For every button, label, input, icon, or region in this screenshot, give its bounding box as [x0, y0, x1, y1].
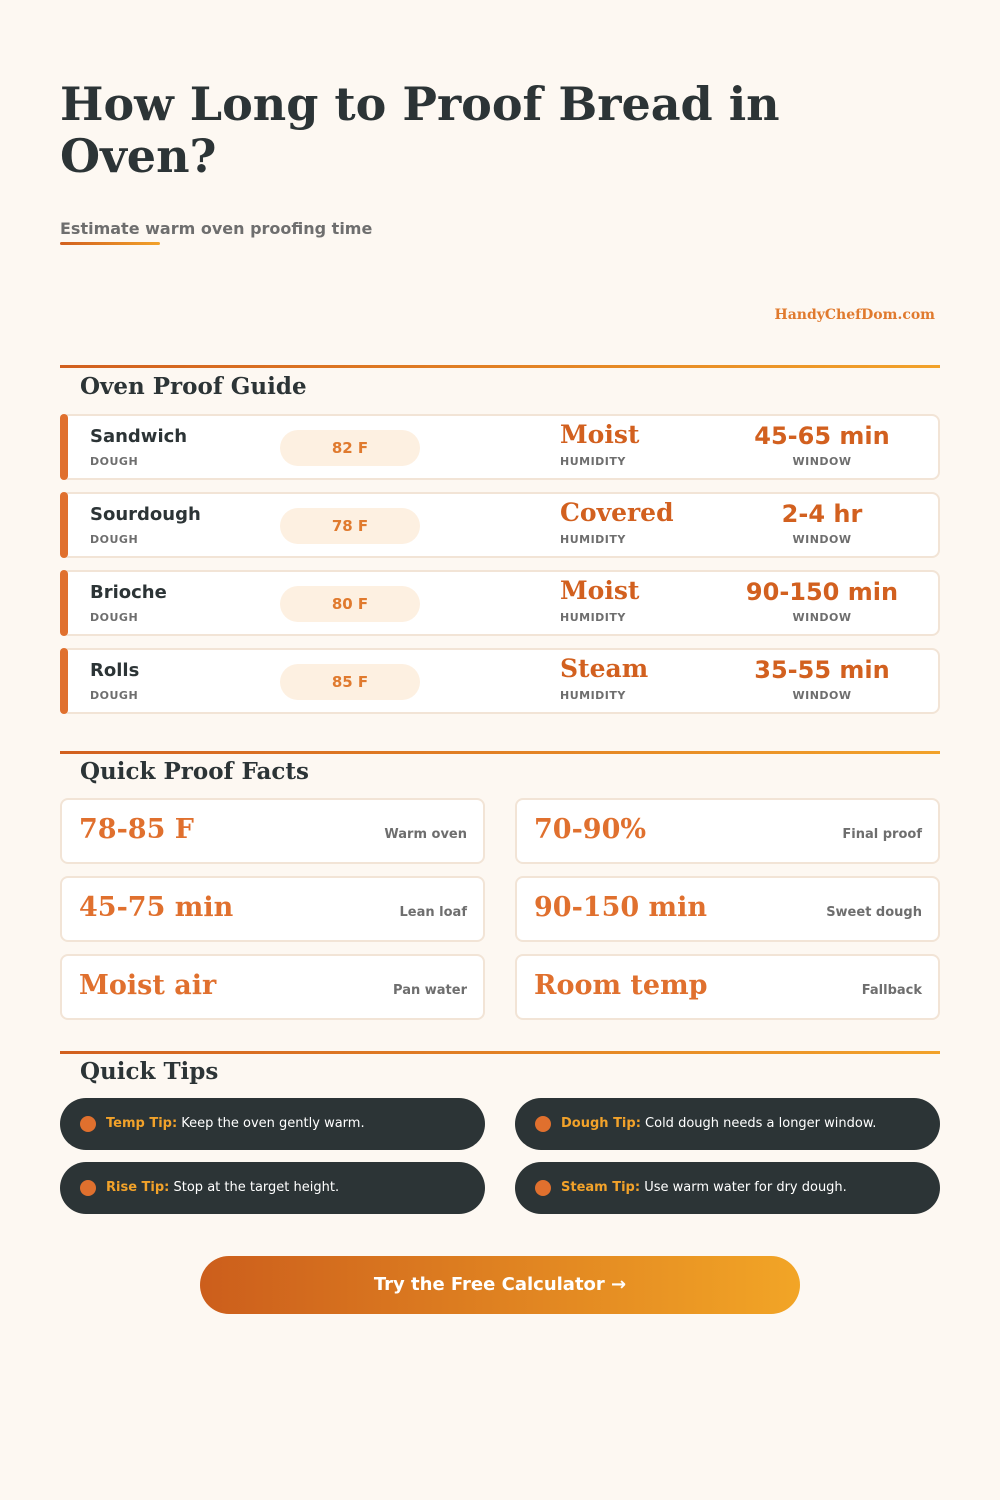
tip-pill: [515, 1162, 940, 1214]
humidity-label: HUMIDITY: [560, 611, 626, 624]
fact-value: Room temp: [534, 970, 708, 1001]
tip-text: [106, 1098, 365, 1150]
humidity-value: Covered: [560, 498, 674, 527]
page-title: How Long to Proof Bread in Oven?: [60, 77, 780, 183]
dough-name: Sourdough: [90, 504, 201, 525]
fact-card: [60, 876, 485, 942]
row-accent-bar: [60, 492, 68, 558]
guide-row-rolls: [60, 648, 940, 714]
dough-label: DOUGH: [90, 455, 139, 468]
fact-note: Fallback: [861, 983, 922, 998]
fact-value: Moist air: [79, 970, 217, 1001]
tip-label: Steam Tip:: [561, 1180, 641, 1195]
humidity-value: Moist: [560, 576, 640, 605]
fact-value: 78-85 F: [79, 814, 194, 845]
window-value: 90-150 min: [745, 578, 899, 606]
humidity-label: HUMIDITY: [560, 455, 626, 468]
window-label: WINDOW: [792, 611, 852, 624]
window-value: 35-55 min: [754, 656, 890, 684]
tip-label: Dough Tip:: [561, 1116, 641, 1131]
dough-name: Rolls: [90, 660, 140, 681]
tip-pill: [60, 1098, 485, 1150]
fact-card: [60, 954, 485, 1020]
tip-bullet-icon: [80, 1180, 96, 1196]
tip-body: Cold dough needs a longer window.: [640, 1116, 877, 1131]
fact-card: [515, 954, 940, 1020]
tip-pill: [60, 1162, 485, 1214]
temp-pill: 78 F: [280, 508, 420, 544]
fact-card: [515, 876, 940, 942]
tip-text: [106, 1162, 339, 1214]
dough-label: DOUGH: [90, 611, 139, 624]
window-label: WINDOW: [792, 455, 852, 468]
guide-row-brioche: [60, 570, 940, 636]
dough-name: Brioche: [90, 582, 167, 603]
row-accent-bar: [60, 414, 68, 480]
fact-note: Sweet dough: [826, 905, 922, 920]
tip-bullet-icon: [80, 1116, 96, 1132]
dough-name: Sandwich: [90, 426, 188, 447]
window-value: 45-65 min: [754, 422, 890, 450]
tip-text: [561, 1098, 876, 1150]
tip-body: Use warm water for dry dough.: [640, 1180, 847, 1195]
fact-note: Final proof: [842, 827, 922, 842]
fact-value: 70-90%: [534, 814, 647, 845]
subtitle-underline: [60, 242, 160, 245]
tip-bullet-icon: [535, 1180, 551, 1196]
row-accent-bar: [60, 648, 68, 714]
window-value: 2-4 hr: [781, 500, 863, 528]
facts-section-title: Quick Proof Facts: [80, 758, 309, 785]
humidity-label: HUMIDITY: [560, 533, 626, 546]
temp-pill: 82 F: [280, 430, 420, 466]
guide-row-sandwich: [60, 414, 940, 480]
tip-label: Rise Tip:: [106, 1180, 170, 1195]
fact-note: Pan water: [393, 983, 467, 998]
guide-row-sourdough: [60, 492, 940, 558]
window-label: WINDOW: [792, 689, 852, 702]
tip-pill: [515, 1098, 940, 1150]
humidity-label: HUMIDITY: [560, 689, 626, 702]
fact-card: [515, 798, 940, 864]
fact-value: 90-150 min: [534, 892, 707, 923]
fact-card: [60, 798, 485, 864]
tip-body: Stop at the target height.: [169, 1180, 340, 1195]
tip-label: Temp Tip:: [106, 1116, 178, 1131]
dough-label: DOUGH: [90, 533, 139, 546]
row-accent-bar: [60, 570, 68, 636]
tip-text: [561, 1162, 847, 1214]
temp-pill: 85 F: [280, 664, 420, 700]
fact-value: 45-75 min: [79, 892, 234, 923]
fact-note: Lean loaf: [399, 905, 467, 920]
tips-section-title: Quick Tips: [80, 1058, 219, 1085]
facts-section-rule: [60, 751, 940, 754]
tip-body: Keep the oven gently warm.: [177, 1116, 365, 1131]
temp-pill: 80 F: [280, 586, 420, 622]
site-brand[interactable]: HandyChefDom.com: [774, 307, 935, 323]
tip-bullet-icon: [535, 1116, 551, 1132]
guide-section-title: Oven Proof Guide: [80, 373, 307, 400]
guide-section-rule: [60, 365, 940, 368]
window-label: WINDOW: [792, 533, 852, 546]
humidity-value: Steam: [560, 654, 649, 683]
page-subtitle: Estimate warm oven proofing time: [60, 219, 373, 238]
tips-section-rule: [60, 1051, 940, 1054]
fact-note: Warm oven: [384, 827, 467, 842]
dough-label: DOUGH: [90, 689, 139, 702]
humidity-value: Moist: [560, 420, 640, 449]
free-calculator-button[interactable]: Try the Free Calculator →: [200, 1256, 800, 1314]
